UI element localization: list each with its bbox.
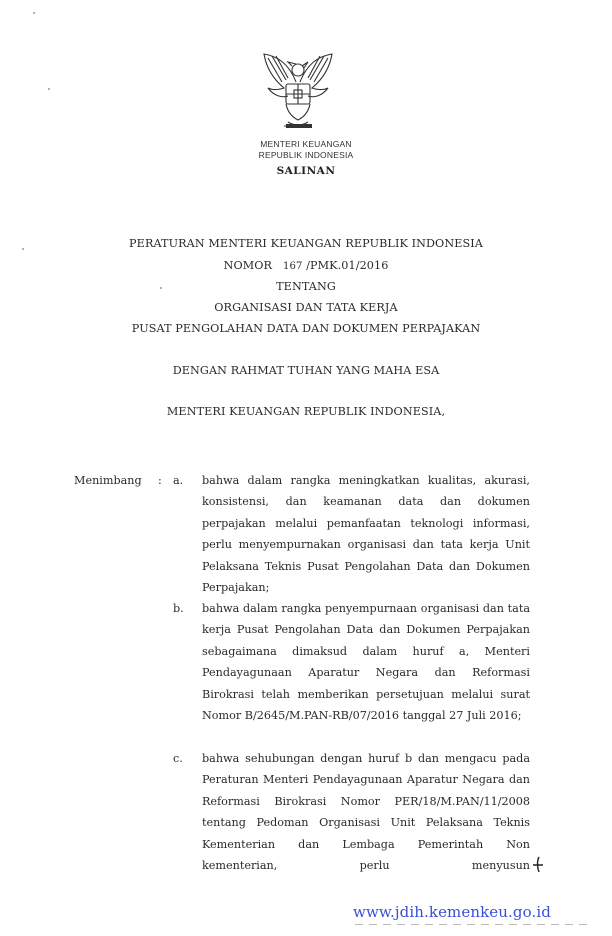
item-a-text: bahwa dalam rangka meningkatkan kualitas, akurasi, konsistensi, dan keamanan data dan dokumen perpajakan melalui pemanfaatan teknologi informasi, perlu menyempurnakan organisasi dan tata kerja Unit Pelaksana Teknis Pusat Pengolahan Data dan Dokumen Perpajakan; (202, 474, 530, 595)
preamble-line2: MENTERI KEUANGAN REPUBLIK INDONESIA, (166, 405, 446, 418)
item-c-text: bahwa sehubungan dengan huruf b dan mengacu pada Peraturan Menteri Pendayagunaan Aparatur Negara dan Reformasi Birokrasi Nomor PER/18/M.PAN/11/2008 tentang Pedoman Organisasi Unit Pelaksana Teknis Kementerian dan Lembaga Pemerintah Non kementerian, perlu menyusun (202, 752, 530, 873)
ministry-name-line1: MENTERI KEUANGAN (260, 139, 352, 149)
salinan-stamp: SALINAN (276, 165, 336, 177)
menimbang-colon: : (158, 474, 162, 487)
menimbang-label: Menimbang (74, 474, 142, 487)
subject-line1: ORGANISASI DAN TATA KERJA (214, 301, 398, 314)
jdih-website-link[interactable]: www.jdih.kemenkeu.go.id (353, 903, 551, 921)
regulation-number (0, 259, 612, 272)
item-b-letter: b. (173, 602, 184, 615)
scan-speck (33, 12, 35, 14)
scan-speck (48, 88, 50, 90)
nomor-value: 167 (283, 261, 303, 272)
ministry-name-line2: REPUBLIK INDONESIA (258, 150, 354, 160)
nomor-suffix: /PMK.01/2016 (306, 259, 389, 272)
item-c-letter: c. (173, 752, 183, 765)
regulation-title: PERATURAN MENTERI KEUANGAN REPUBLIK INDONESIA (129, 237, 483, 250)
initial-mark-icon (531, 855, 545, 873)
scan-speck (22, 248, 24, 250)
tentang-heading: TENTANG (276, 280, 336, 293)
scan-speck (160, 287, 162, 289)
footer-divider (355, 924, 590, 925)
garuda-emblem-icon (258, 52, 338, 134)
item-b-text: bahwa dalam rangka penyempurnaan organisasi dan tata kerja Pusat Pengolahan Data dan Dokumen Perpajakan sebagaimana dimaksud dalam huruf a, Menteri Pendayagunaan Aparatur Negara dan Reformasi Birokrasi telah memberikan persetujuan melalui surat Nomor B/2645/M.PAN-RB/07/2016 tanggal 27 Juli 2016; (202, 602, 530, 723)
item-a-letter: a. (173, 474, 184, 487)
subject-line2: PUSAT PENGOLAHAN DATA DAN DOKUMEN PERPAJAKAN (131, 322, 481, 335)
nomor-label: NOMOR (223, 259, 273, 272)
preamble-line1: DENGAN RAHMAT TUHAN YANG MAHA ESA (172, 364, 440, 377)
